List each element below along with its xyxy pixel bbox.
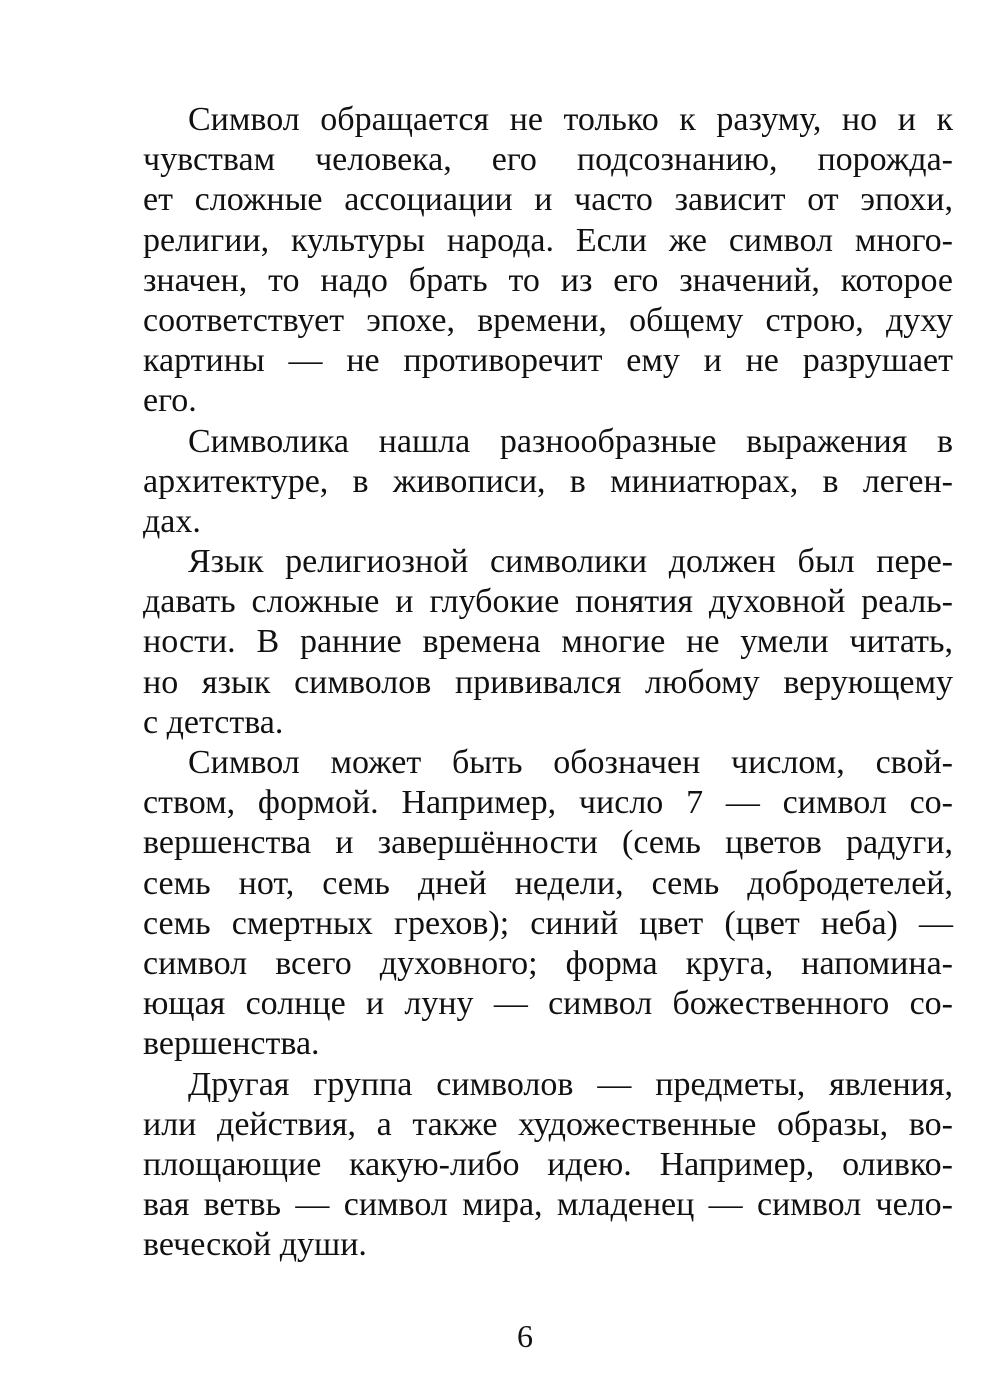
text-line: Символика нашла разнообразные выражения в — [188, 422, 953, 460]
text-line: с детства. — [143, 703, 284, 741]
paragraph-5 — [143, 1065, 953, 1266]
paragraph-4 — [143, 743, 953, 1065]
paragraph-2 — [143, 422, 953, 543]
text-line: ством, формой. Например, число 7 — символ со- — [143, 784, 953, 822]
text-line: или действия, а также художественные образы, во- — [143, 1105, 953, 1143]
text-line: картины — не противоречит ему и не разрушает — [143, 342, 953, 380]
text-line: площающие какую-либо идею. Например, оливко- — [143, 1145, 953, 1183]
text-line: дах. — [143, 502, 201, 540]
text-line: но язык символов прививался любому верующему — [143, 663, 953, 701]
text-line: Символ может быть обозначен числом, свой- — [188, 744, 953, 781]
body-text — [143, 100, 953, 1265]
text-line: вершенства. — [143, 1025, 320, 1063]
text-line: архитектуре, в живописи, в миниатюрах, в леген- — [143, 462, 953, 500]
paragraph-1 — [143, 100, 953, 422]
text-line: религии, культуры народа. Если же символ много- — [143, 221, 953, 259]
text-line: соответствует эпохе, времени, общему строю, духу — [143, 301, 953, 339]
text-line: вершенства и завершённости (семь цветов радуги, — [143, 824, 953, 862]
paragraph-3 — [143, 542, 953, 743]
text-line: значен, то надо брать то из его значений, которое — [143, 261, 953, 299]
text-line: ет сложные ассоциации и часто зависит от эпохи, — [143, 181, 953, 219]
text-line: веческой души. — [143, 1226, 367, 1264]
text-line: семь смертных грехов); синий цвет (цвет неба) — — [143, 904, 953, 942]
text-line: давать сложные и глубокие понятия духовной реаль- — [143, 583, 953, 621]
text-line: символ всего духовного; форма круга, напомина- — [143, 944, 953, 982]
page-number: 6 — [517, 1318, 533, 1354]
text-line: Другая группа символов — предметы, явления, — [188, 1065, 953, 1103]
text-line: ющая солнце и луну — символ божественного со- — [143, 985, 953, 1023]
text-line: чувствам человека, его подсознанию, порожда- — [143, 141, 953, 179]
text-line: вая ветвь — символ мира, младенец — символ чело- — [143, 1186, 953, 1224]
text-line: Язык религиозной символики должен был пере- — [188, 543, 953, 581]
text-line: семь нот, семь дней недели, семь добродетелей, — [143, 864, 953, 902]
text-line: ности. В ранние времена многие не умели читать, — [143, 623, 953, 661]
text-line: Символ обращается не только к разуму, но и к — [188, 101, 953, 138]
text-line: его. — [143, 382, 197, 420]
